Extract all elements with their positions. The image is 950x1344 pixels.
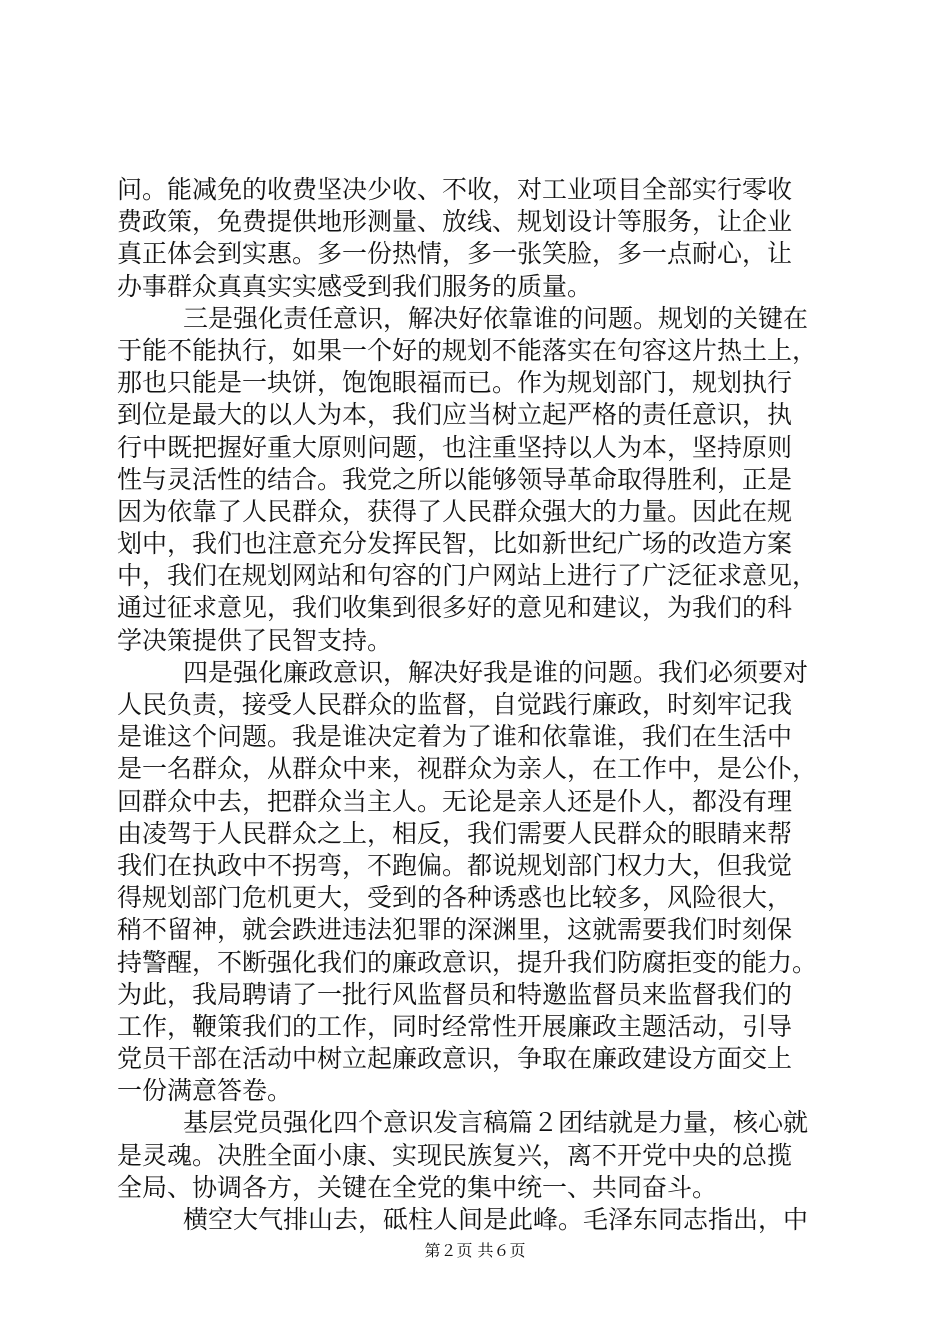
text-line: 为此，我局聘请了一批行风监督员和特邀监督员来监督我们的 <box>117 979 793 1009</box>
text-line: 人民负责，接受人民群众的监督，自觉践行廉政，时刻牢记我 <box>117 690 793 719</box>
text-line: 因为依靠了人民群众，获得了人民群众强大的力量。因此在规 <box>117 496 793 526</box>
text-line: 工作，鞭策我们的工作，同时经常性开展廉政主题活动，引导 <box>117 1011 793 1041</box>
document-body <box>117 174 833 1236</box>
text-line: 性与灵活性的结合。我党之所以能够领导革命取得胜利，正是 <box>117 464 793 494</box>
text-line: 由凌驾于人民群众之上，相反，我们需要人民群众的眼睛来帮 <box>117 818 793 848</box>
text-line: 稍不留神，就会跌进违法犯罪的深渊里，这就需要我们时刻保 <box>117 915 793 945</box>
text-line: 是一名群众，从群众中来，视群众为亲人，在工作中，是公仆， <box>117 754 818 784</box>
text-line: 于能不能执行，如果一个好的规划不能落实在句容这片热土上， <box>117 335 818 365</box>
text-line: 通过征求意见，我们收集到很多好的意见和建议，为我们的科 <box>117 593 793 623</box>
text-line: 是谁这个问题。我是谁决定着为了谁和依靠谁，我们在生活中 <box>117 722 793 752</box>
text-line: 中，我们在规划网站和句容的门户网站上进行了广泛征求意见， <box>117 561 818 591</box>
text-line: 三是强化责任意识，解决好依靠谁的问题。规划的关键在 <box>183 303 809 333</box>
text-line: 全局、协调各方，关键在全党的集中统一、共同奋斗。 <box>117 1172 718 1202</box>
text-line: 回群众中去，把群众当主人。无论是亲人还是仆人，都没有理 <box>117 786 793 816</box>
text-line: 我们在执政中不拐弯，不跑偏。都说规划部门权力大，但我觉 <box>117 850 793 880</box>
text-line: 行中既把握好重大原则问题，也注重坚持以人为本，坚持原则 <box>117 432 793 462</box>
text-line: 四是强化廉政意识，解决好我是谁的问题。我们必须要对 <box>183 657 809 687</box>
text-line: 党员干部在活动中树立起廉政意识，争取在廉政建设方面交上 <box>117 1044 793 1074</box>
text-line: 划中，我们也注意充分发挥民智，比如新世纪广场的改造方案 <box>117 529 793 559</box>
text-line: 横空大气排山去，砥柱人间是此峰。毛泽东同志指出，中 <box>183 1205 809 1234</box>
text-line: 是灵魂。决胜全面小康、实现民族复兴，离不开党中央的总揽 <box>117 1140 793 1170</box>
text-line: 费政策，免费提供地形测量、放线、规划设计等服务，让企业 <box>117 207 793 237</box>
text-line: 办事群众真真实实感受到我们服务的质量。 <box>117 271 593 301</box>
text-line: 到位是最大的以人为本，我们应当树立起严格的责任意识，执 <box>117 400 793 430</box>
text-line: 得规划部门危机更大，受到的各种诱惑也比较多，风险很大， <box>117 883 793 913</box>
text-line: 基层党员强化四个意识发言稿篇２团结就是力量，核心就 <box>183 1108 809 1138</box>
text-line: 持警醒，不断强化我们的廉政意识，提升我们防腐拒变的能力。 <box>117 947 818 977</box>
text-line: 那也只能是一块饼，饱饱眼福而已。作为规划部门，规划执行 <box>117 368 793 398</box>
text-line: 一份满意答卷。 <box>117 1076 293 1106</box>
page-footer: 第２页 共６页 <box>424 1241 526 1260</box>
text-line: 真正体会到实惠。多一份热情，多一张笑脸，多一点耐心，让 <box>117 239 793 269</box>
text-line: 学决策提供了民智支持。 <box>117 625 393 655</box>
text-line: 问。能减免的收费坚决少收、不收，对工业项目全部实行零收 <box>117 175 793 204</box>
